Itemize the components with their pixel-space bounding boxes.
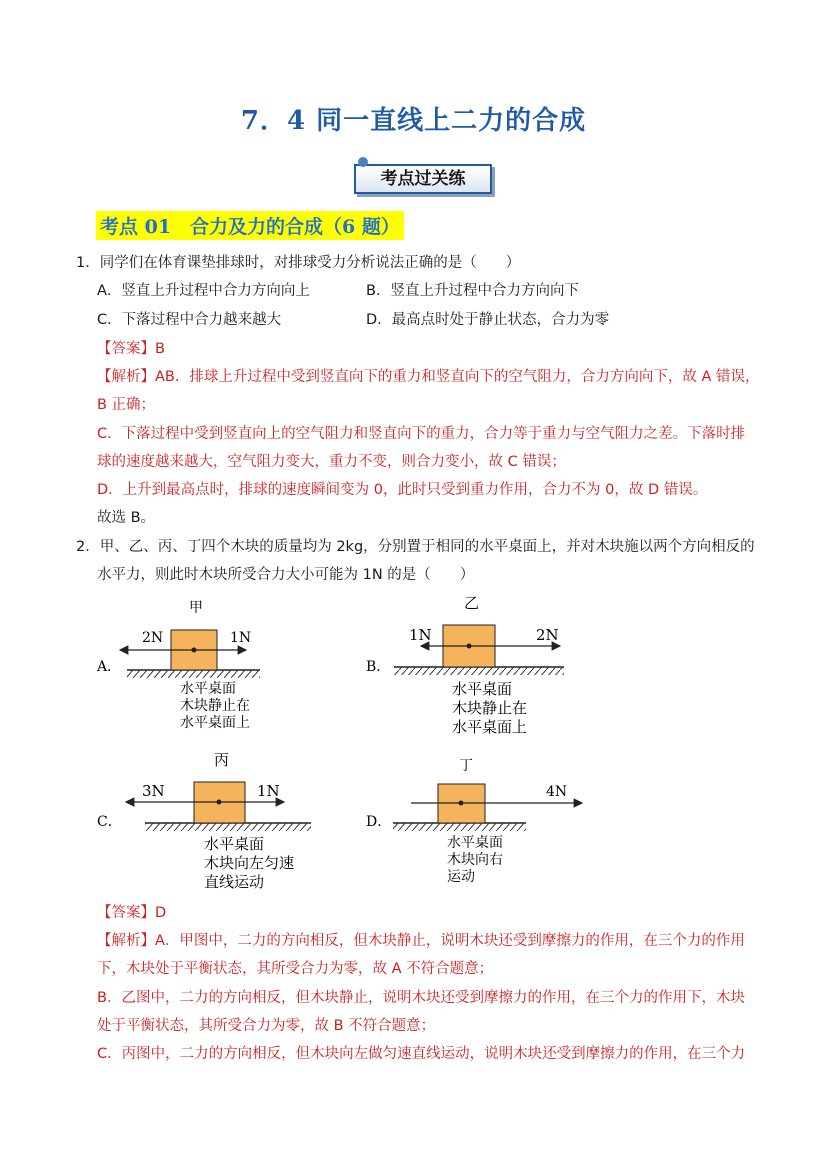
diagram-c-left-force: 3N xyxy=(142,782,165,800)
q2-explain-1: 【解析】A．甲图中，二力的方向相反，但木块静止，说明木块还受到摩擦力的作用，在三个力的作用 xyxy=(97,933,745,949)
diagram-b-caption-1: 水平桌面 xyxy=(452,680,513,698)
diagram-c-table-hatch xyxy=(145,823,311,831)
q1-explain-2: B 正确； xyxy=(97,397,156,413)
diagram-a-option: A． xyxy=(97,659,122,675)
q2-stem-2: 水平力，则此时木块所受合力大小可能为 1N 的是（ ） xyxy=(97,567,475,583)
diagram-d-caption-1: 水平桌面 xyxy=(447,835,503,851)
diagram-c-caption-1: 水平桌面 xyxy=(204,835,265,853)
diagram-c-caption-2: 木块向左匀速 xyxy=(204,854,295,872)
diagram-c xyxy=(97,751,311,891)
diagram-c-name: 丙 xyxy=(214,751,230,769)
diagram-b-caption-2: 木块静止在 xyxy=(452,699,528,717)
diagram-c-right-force: 1N xyxy=(257,782,280,800)
q1-answer: 【答案】B xyxy=(97,341,165,357)
q1-explain-1: 【解析】AB．排球上升过程中受到竖直向下的重力和竖直向下的空气阻力，合力方向向下，故 A 错误， xyxy=(97,369,760,385)
q2-diagrams xyxy=(0,590,827,900)
diagram-b-caption-3: 水平桌面上 xyxy=(452,718,528,736)
diagram-a-table-hatch xyxy=(127,670,260,678)
section-heading: 考点 01 合力及力的合成（6 题） xyxy=(96,211,404,240)
q1-option-c: C．下落过程中合力越来越大 xyxy=(97,312,282,328)
diagram-b-right-force: 2N xyxy=(536,626,559,644)
q2-explain-2: 下，木块处于平衡状态，其所受合力为零，故 A 不符合题意； xyxy=(97,961,494,977)
q1-option-b: B．竖直上升过程中合力方向向下 xyxy=(366,283,579,299)
diagram-d xyxy=(366,758,582,885)
q1-explain-3: C．下落过程中受到竖直向上的空气阻力和竖直向下的重力，合力等于重力与空气阻力之差。下落时排 xyxy=(97,426,746,442)
diagram-d-option: D． xyxy=(366,814,392,830)
q1-stem: 1．同学们在体育课垫排球时，对排球受力分析说法正确的是（ ） xyxy=(76,255,521,271)
diagram-a-caption-1: 水平桌面 xyxy=(180,681,236,697)
diagram-b-left-force: 1N xyxy=(409,626,432,644)
badge-label: 考点过关练 xyxy=(354,164,492,194)
diagram-b xyxy=(366,594,564,736)
diagram-b-name: 乙 xyxy=(464,594,480,612)
q1-explain-5: D．上升到最高点时，排球的速度瞬间变为 0，此时只受到重力作用，合力不为 0，故 D 错误。 xyxy=(97,482,708,498)
diagram-a-caption-2: 木块静止在 xyxy=(180,698,250,714)
diagram-a-center-dot xyxy=(192,648,197,653)
diagram-d-name: 丁 xyxy=(459,758,473,774)
practice-badge xyxy=(350,161,494,197)
q2-answer: 【答案】D xyxy=(97,905,167,921)
diagram-a xyxy=(96,600,260,731)
q1-option-a: A．竖直上升过程中合力方向向上 xyxy=(97,283,310,299)
diagram-b-table-hatch xyxy=(394,667,564,675)
diagram-d-center-dot xyxy=(459,801,464,806)
diagram-b-option: B． xyxy=(366,659,391,675)
q1-option-d: D．最高点时处于静止状态，合力为零 xyxy=(366,312,610,328)
diagram-b-center-dot xyxy=(467,644,472,649)
diagram-d-caption-2: 木块向右 xyxy=(447,852,503,868)
q2-explain-3: B．乙图中，二力的方向相反，但木块静止，说明木块还受到摩擦力的作用，在三个力的作用下，木块 xyxy=(97,990,745,1006)
diagram-c-center-dot xyxy=(217,800,222,805)
badge-dot-icon xyxy=(358,157,368,167)
diagram-c-caption-3: 直线运动 xyxy=(204,873,265,891)
q1-explain-6: 故选 B。 xyxy=(97,510,156,526)
q2-stem-1: 2．甲、乙、丙、丁四个木块的质量均为 2kg，分别置于相同的水平桌面上，并对木块施以两个方向相反的 xyxy=(76,539,755,555)
diagram-d-right-force: 4N xyxy=(546,784,568,800)
diagram-d-table-hatch xyxy=(393,823,526,831)
page-title: 7．4 同一直线上二力的合成 xyxy=(240,106,587,136)
q2-explain-5: C．丙图中，二力的方向相反，但木块向左做匀速直线运动，说明木块还受到摩擦力的作用，在三个力 xyxy=(97,1046,746,1062)
diagram-c-option: C． xyxy=(97,814,122,830)
diagram-d-caption-3: 运动 xyxy=(447,869,475,885)
diagram-a-right-force: 1N xyxy=(230,630,252,646)
q2-explain-4: 处于平衡状态，其所受合力为零，故 B 不符合题意； xyxy=(97,1018,436,1034)
q1-explain-4: 球的速度越来越大，空气阻力变大，重力不变，则合力变小，故 C 错误； xyxy=(97,454,566,470)
diagram-a-caption-3: 水平桌面上 xyxy=(180,715,250,731)
diagram-a-left-force: 2N xyxy=(142,630,164,646)
diagram-a-name: 甲 xyxy=(189,600,203,616)
